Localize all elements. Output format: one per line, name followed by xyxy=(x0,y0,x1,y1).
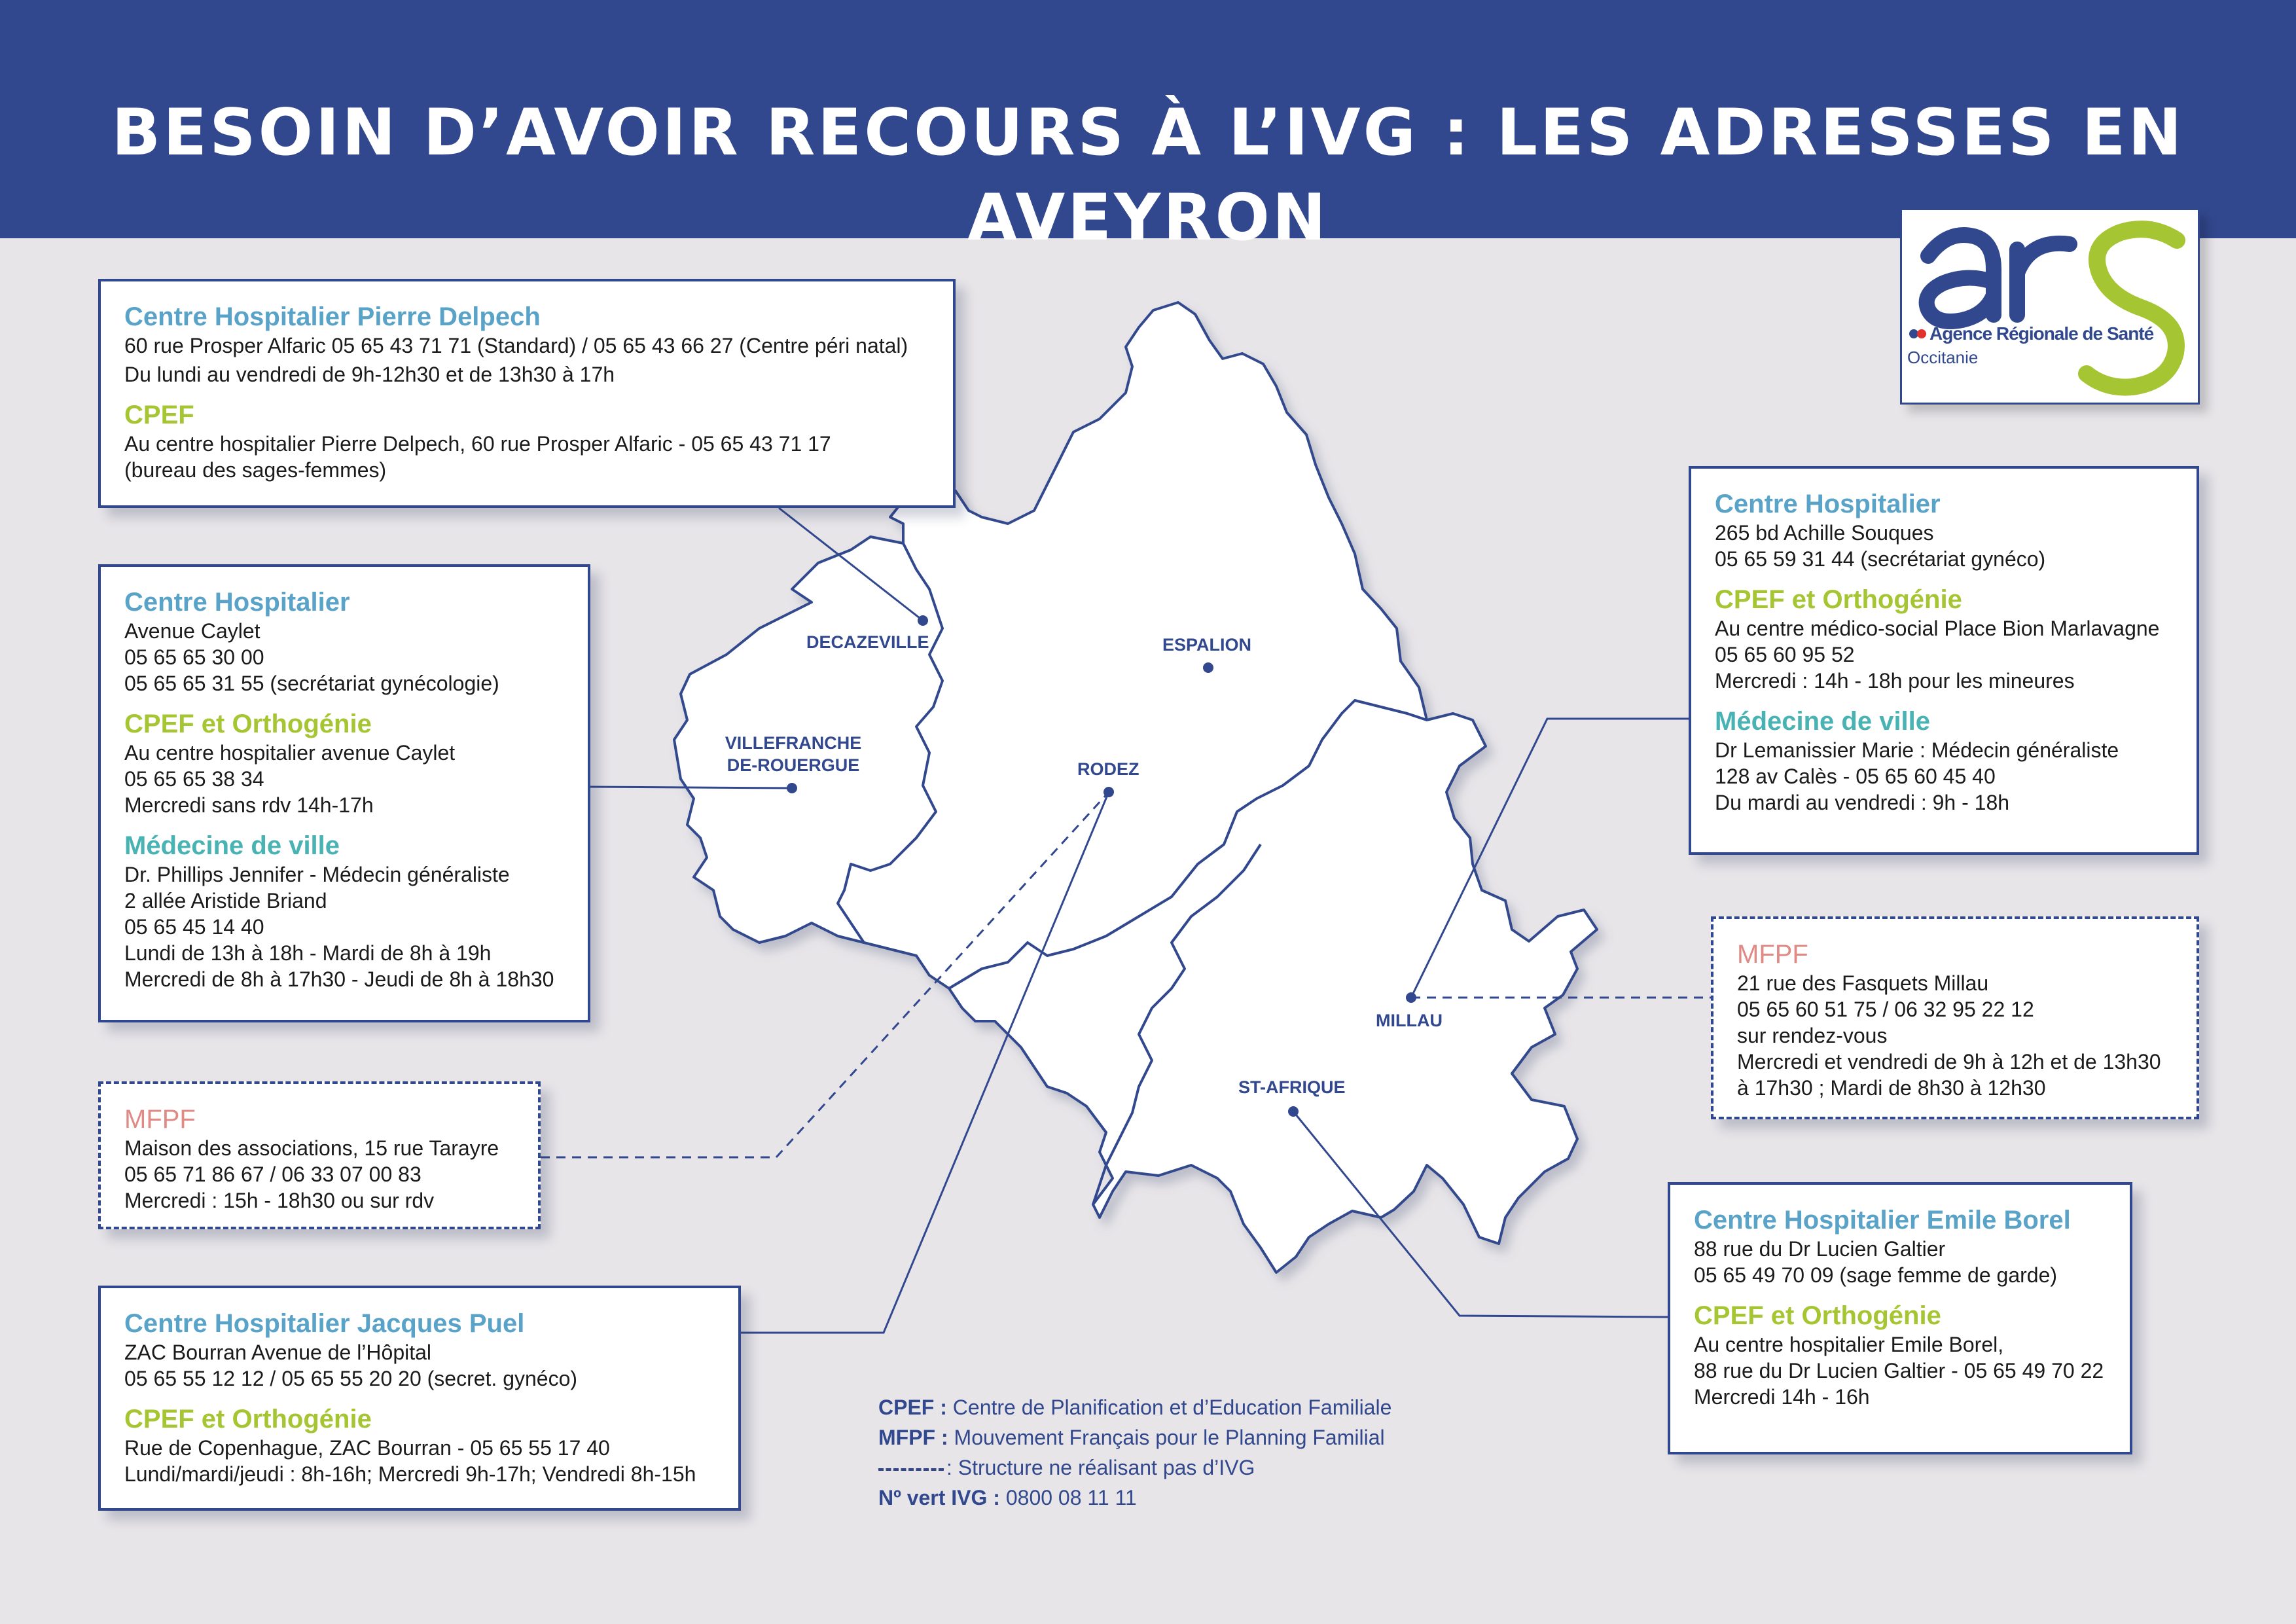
hospital-title: Centre Hospitalier Pierre Delpech xyxy=(124,302,541,331)
legend-hotline-number: 0800 08 11 11 xyxy=(1005,1486,1137,1509)
cpef-title: CPEF et Orthogénie xyxy=(124,1405,372,1434)
connector-villefranche xyxy=(590,787,792,788)
hospital-address: 265 bd Achille Souques xyxy=(1715,521,1934,545)
mfpf-appointment: sur rendez-vous xyxy=(1737,1024,1888,1047)
cpef-title: CPEF et Orthogénie xyxy=(1715,585,1962,614)
ars-logo xyxy=(1900,208,2200,405)
hospital-address: Avenue Caylet xyxy=(124,619,260,643)
doctor-title: Médecine de ville xyxy=(124,831,340,860)
logo-agency-text: Agence Régionale de Santé xyxy=(1929,323,2154,344)
legend-hotline-abbr: Nº vert IVG : xyxy=(878,1486,1000,1509)
city-marker-decazeville xyxy=(918,615,928,626)
city-label-rodez: RODEZ xyxy=(1077,759,1139,779)
mfpf-hours-2: à 17h30 ; Mardi de 8h30 à 12h30 xyxy=(1737,1076,2046,1100)
doctor-address: 2 allée Aristide Briand xyxy=(124,889,327,912)
city-label-villefranche xyxy=(721,732,865,776)
mfpf-address: 21 rue des Fasquets Millau xyxy=(1737,971,1989,995)
doctor-hours: Lundi de 13h à 18h - Mardi de 8h à 19h xyxy=(124,941,492,965)
cpef-note: (bureau des sages-femmes) xyxy=(124,458,387,482)
info-box-mfpf-rodez xyxy=(98,1081,541,1229)
cpef-hours: Lundi/mardi/jeudi : 8h-16h; Mercredi 9h-17h; Vendredi 8h-15h xyxy=(124,1462,696,1486)
info-box-millau xyxy=(1689,466,2199,855)
hospital-address: 60 rue Prosper Alfaric 05 65 43 71 71 (Standard) / 05 65 43 66 27 (Centre péri natal) xyxy=(124,334,908,357)
mfpf-phone: 05 65 60 51 75 / 06 32 95 22 12 xyxy=(1737,998,2034,1021)
mfpf-title: MFPF xyxy=(1737,940,1808,969)
cpef-address: Rue de Copenhague, ZAC Bourran - 05 65 55 17 40 xyxy=(124,1436,610,1460)
city-label-villefranche-line1: VILLEFRANCHE xyxy=(725,733,862,753)
city-label-st-afrique: ST-AFRIQUE xyxy=(1238,1077,1346,1097)
cpef-address: Au centre hospitalier avenue Caylet xyxy=(124,741,456,765)
city-marker-st-afrique xyxy=(1288,1106,1299,1117)
legend-dashed-desc: : Structure ne réalisant pas d’IVG xyxy=(946,1456,1255,1479)
doctor-name: Dr. Phillips Jennifer - Médecin généraliste xyxy=(124,863,510,886)
hospital-phone-secretariat: 05 65 65 31 55 (secrétariat gynécologie) xyxy=(124,672,499,695)
mfpf-address: Maison des associations, 15 rue Tarayre xyxy=(124,1136,499,1160)
cpef-title: CPEF et Orthogénie xyxy=(124,710,372,738)
doctor-hours: Du mardi au vendredi : 9h - 18h xyxy=(1715,791,2010,814)
hospital-title: Centre Hospitalier xyxy=(1715,490,1941,518)
doctor-address: 128 av Calès - 05 65 60 45 40 xyxy=(1715,765,1996,788)
info-box-mfpf-millau xyxy=(1711,916,2199,1119)
mfpf-title: MFPF xyxy=(124,1105,196,1134)
legend xyxy=(878,1392,1391,1513)
cpef-phone: 05 65 65 38 34 xyxy=(124,767,264,791)
cpef-hours: Mercredi : 14h - 18h pour les mineures xyxy=(1715,669,2075,693)
cpef-title: CPEF et Orthogénie xyxy=(1694,1301,1941,1330)
hospital-hours: Du lundi au vendredi de 9h-12h30 et de 13h30 à 17h xyxy=(124,363,615,386)
legend-dashed xyxy=(878,1453,1391,1483)
legend-mfpf xyxy=(878,1422,1391,1453)
city-label-villefranche-line2: DE-ROUERGUE xyxy=(726,755,860,775)
hospital-title: Centre Hospitalier Jacques Puel xyxy=(124,1309,525,1338)
doctor-hours-2: Mercredi de 8h à 17h30 - Jeudi de 8h à 18h30 xyxy=(124,967,554,991)
city-marker-villefranche xyxy=(787,783,797,793)
hospital-phone: 05 65 59 31 44 (secrétariat gynéco) xyxy=(1715,547,2046,571)
legend-cpef-abbr: CPEF : xyxy=(878,1396,947,1419)
mfpf-phone: 05 65 71 86 67 / 06 33 07 00 83 xyxy=(124,1163,422,1186)
legend-cpef xyxy=(878,1392,1391,1422)
info-box-decazeville xyxy=(98,279,956,508)
logo-region-text: Occitanie xyxy=(1907,348,1979,367)
cpef-hours: Mercredi 14h - 16h xyxy=(1694,1385,1870,1409)
hospital-phone: 05 65 55 12 12 / 05 65 55 20 20 (secret. gynéco) xyxy=(124,1367,578,1390)
doctor-phone: 05 65 45 14 40 xyxy=(124,915,264,939)
hospital-address: ZAC Bourran Avenue de l’Hôpital xyxy=(124,1341,432,1364)
legend-hotline xyxy=(878,1483,1391,1513)
dashed-line-icon xyxy=(878,1468,944,1471)
ars-logo-graphic xyxy=(1902,210,2198,403)
city-label-decazeville: DECAZEVILLE xyxy=(806,632,929,652)
cpef-address: Au centre médico-social Place Bion Marlavagne xyxy=(1715,617,2160,640)
mfpf-hours: Mercredi et vendredi de 9h à 12h et de 13h30 xyxy=(1737,1050,2161,1074)
cpef-phone: 05 65 60 95 52 xyxy=(1715,643,1855,666)
info-box-st-afrique xyxy=(1668,1182,2132,1454)
cpef-hours: Mercredi sans rdv 14h-17h xyxy=(124,793,374,817)
cpef-title: CPEF xyxy=(124,401,194,429)
hospital-title: Centre Hospitalier Emile Borel xyxy=(1694,1206,2071,1235)
legend-cpef-desc: Centre de Planification et d’Education Familiale xyxy=(952,1396,1392,1419)
cpef-address: Au centre hospitalier Pierre Delpech, 60 rue Prosper Alfaric - 05 65 43 71 17 xyxy=(124,432,831,456)
city-label-millau: MILLAU xyxy=(1376,1011,1443,1030)
city-marker-espalion xyxy=(1203,662,1213,673)
doctor-name: Dr Lemanissier Marie : Médecin généraliste xyxy=(1715,738,2119,762)
city-marker-rodez xyxy=(1103,787,1114,797)
doctor-title: Médecine de ville xyxy=(1715,707,1931,736)
city-label-espalion: ESPALION xyxy=(1162,635,1252,655)
hospital-phone: 05 65 49 70 09 (sage femme de garde) xyxy=(1694,1263,2058,1287)
hospital-phone: 05 65 65 30 00 xyxy=(124,645,264,669)
city-marker-millau xyxy=(1406,992,1416,1003)
legend-mfpf-desc: Mouvement Français pour le Planning Familial xyxy=(954,1426,1385,1449)
cpef-address-2: 88 rue du Dr Lucien Galtier - 05 65 49 70 22 xyxy=(1694,1359,2104,1382)
info-box-villefranche xyxy=(98,564,590,1022)
mfpf-hours: Mercredi : 15h - 18h30 ou sur rdv xyxy=(124,1189,435,1212)
hospital-address: 88 rue du Dr Lucien Galtier xyxy=(1694,1237,1946,1261)
cpef-address: Au centre hospitalier Emile Borel, xyxy=(1694,1333,2004,1356)
hospital-title: Centre Hospitalier xyxy=(124,588,350,617)
info-box-rodez xyxy=(98,1286,741,1511)
page-title: BESOIN D’AVOIR RECOURS À L’IVG : LES ADRESSES EN AVEYRON xyxy=(111,96,2185,255)
legend-mfpf-abbr: MFPF : xyxy=(878,1426,948,1449)
